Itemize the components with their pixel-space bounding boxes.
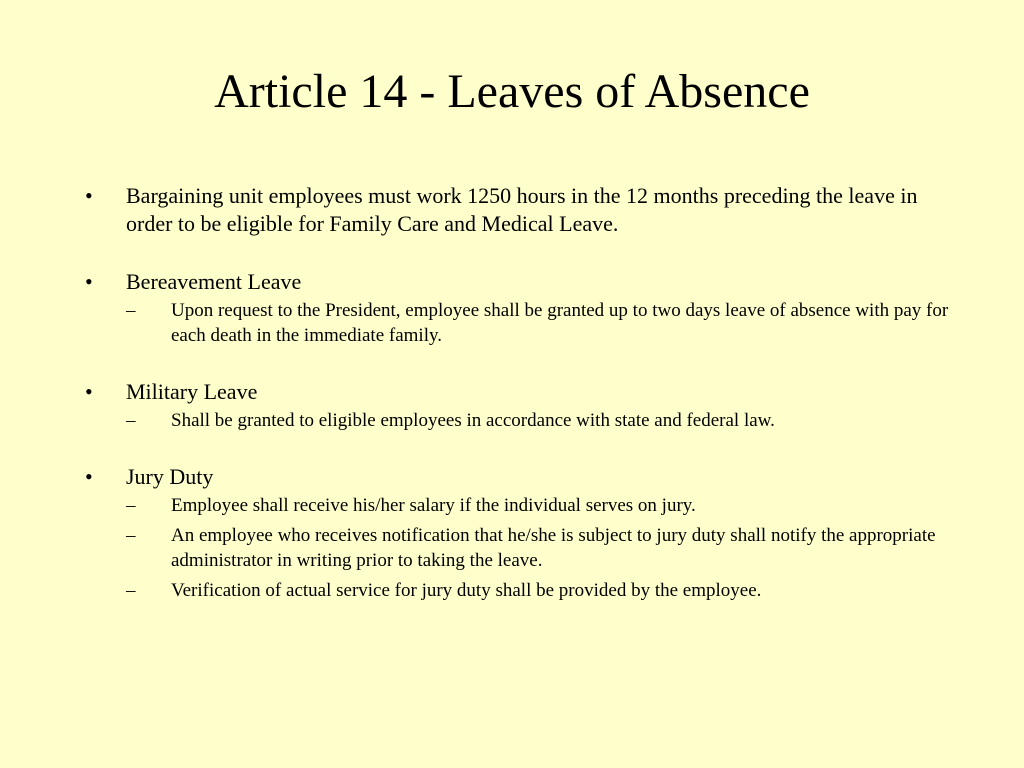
sub-bullet-text: Shall be granted to eligible employees in accordance with state and federal law. [171,410,775,431]
bullet-jury-duty [85,463,955,603]
bullet-text: Jury Duty [126,464,214,489]
bullet-text: Bereavement Leave [126,269,302,294]
bullet-text: Military Leave [126,379,258,404]
sub-bullet [126,523,955,573]
sub-bullet-list [126,493,955,603]
slide-content [85,182,955,633]
sub-bullet-text: Verification of actual service for jury duty shall be provided by the employee. [171,580,762,601]
sub-bullet [126,408,955,433]
sub-bullet-text: Upon request to the President, employee shall be granted up to two days leave of absence with pay for each death in the immediate family. [171,300,949,346]
sub-bullet-list [126,298,955,348]
sub-bullet-text: An employee who receives notification that he/she is subject to jury duty shall notify the appropriate administrator in writing prior to taking the leave. [171,525,936,571]
bullet-marker: • [85,464,93,489]
sub-bullet [126,578,955,603]
sub-bullet-marker: – [126,525,136,546]
sub-bullet-text: Employee shall receive his/her salary if the individual serves on jury. [171,495,696,516]
sub-bullet-marker: – [126,495,136,516]
bullet-marker: • [85,183,93,208]
sub-bullet-marker: – [126,300,136,321]
bullet-military-leave [85,378,955,433]
sub-bullet [126,298,955,348]
bullet-bereavement-leave [85,268,955,348]
sub-bullet-marker: – [126,580,136,601]
bullet-text: Bargaining unit employees must work 1250 hours in the 12 months preceding the leave in order to be eligible for Family Care and Medical Leave. [126,183,918,236]
bullet-marker: • [85,269,93,294]
bullet-family-care [85,182,955,238]
sub-bullet-marker: – [126,410,136,431]
sub-bullet [126,493,955,518]
bullet-marker: • [85,379,93,404]
sub-bullet-list [126,408,955,433]
slide-title: Article 14 - Leaves of Absence [214,65,810,118]
